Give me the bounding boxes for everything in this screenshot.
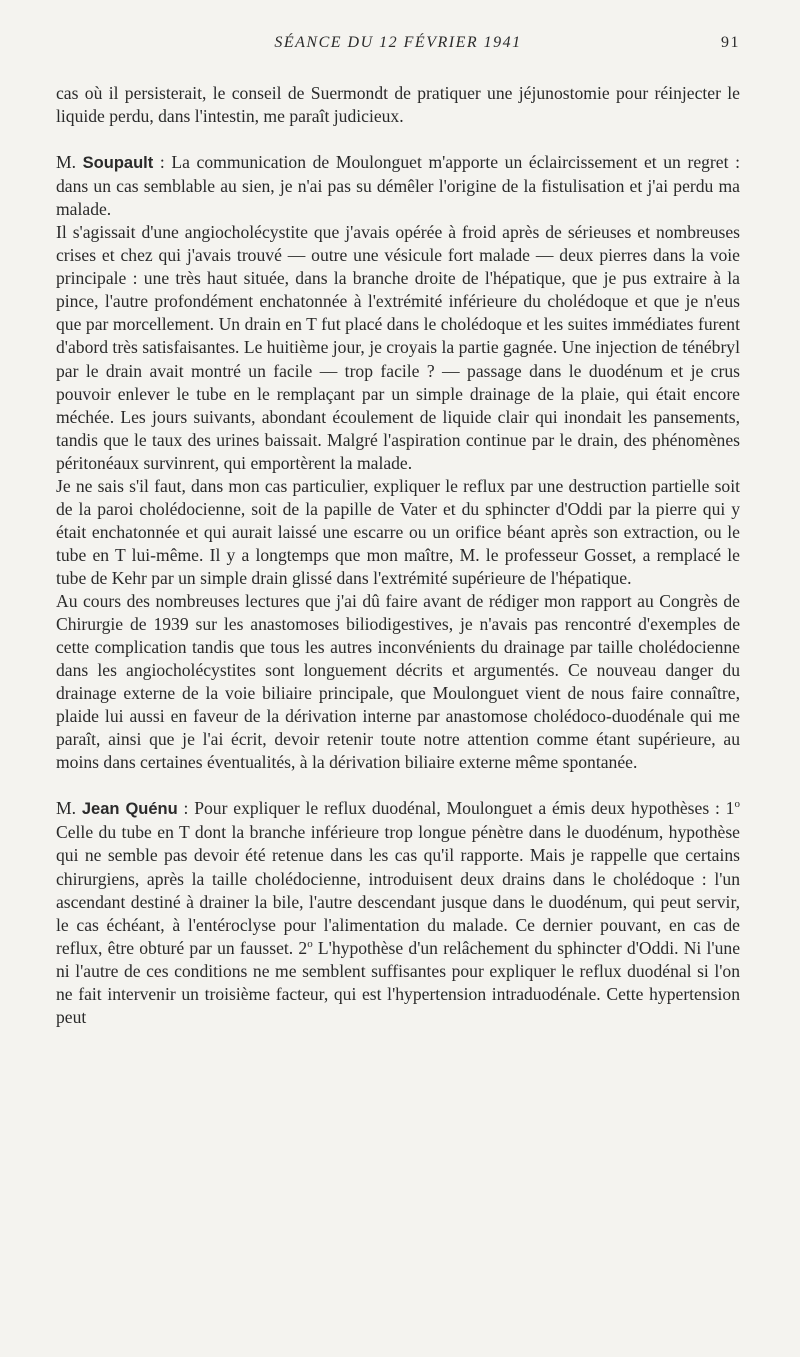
- document-page: [56, 34, 740, 1029]
- paragraph-continuation: cas où il persisterait, le conseil de Suermondt de pratiquer une jéjunostomie pour réinjecter le liquide perdu, dans l'intestin, me paraît judicieux.: [56, 83, 740, 127]
- ordinal-superscript: o: [734, 798, 740, 811]
- header-title: SÉANCE DU 12 FÉVRIER 1941: [274, 34, 522, 51]
- paragraph-text-part-1: : Pour expliquer le reflux duodénal, Moulonguet a émis deux hypothèses : 1: [177, 798, 735, 819]
- speaker-prefix: M.: [56, 152, 83, 173]
- paragraph-case-description: Il s'agissait d'une angiocholécystite que j'avais opérée à froid après de sérieuses et nombreuses crises et chez qui j'avais trouvé — outre une vésicule fort malade — deux pierres dans la voie principale : une très haut située, dans la branche droite de l'hépatique, que je pus extraire à la pince, l'autre profondément enchatonnée à l'extrémité inférieure du cholédoque et que je n'eus que par morcellement. Un drain en T fut placé dans le cholédoque et les suites immédiates furent d'abord très satisfaisantes. Le huitième jour, je croyais la partie gagnée. Une injection de ténébryl par le drain avait montré un facile — trop facile ? — passage dans le duodénum et je crus pouvoir enlever le tube en le remplaçant par un simple drainage de la plaie, qui était encore méchée. Les jours suivants, abondant écoulement de liquide clair qui inondait les pansements, tandis que le taux des urines baissait. Malgré l'aspiration continue par le drain, des phénomènes péritonéaux survinrent, qui emportèrent la malade.: [56, 222, 740, 473]
- speaker-name: Soupault: [82, 154, 154, 173]
- speaker-prefix: M.: [56, 798, 82, 819]
- speaker-name: Jean Quénu: [81, 800, 178, 819]
- page-number: 91: [721, 34, 740, 51]
- body-text: [56, 82, 740, 1029]
- paragraph-quenu: [56, 797, 740, 1028]
- paragraph-text-part-2: Celle du tube en T dont la branche inférieure trop longue pénètre dans le duodénum, hypothèse qui ne semble pas devoir été retenue dans les cas qu'il rapporte. Mais je rappelle que certains chirurgiens, après la taille cholédocienne, introduisent deux drains dans le cholédoque : l'un ascendant destiné à drainer la bile, l'autre descendant jusque dans le duodénum, qui peut servir, le cas échéant, à l'entéroclyse pour l'alimentation du malade. Ce dernier pouvant, en cas de reflux, être obturé par un fausset. 2: [56, 822, 740, 958]
- paragraph-text-part-3: L'hypothèse d'un relâchement du sphincter d'Oddi. Ni l'une ni l'autre de ces conditions ne me semblent suffisantes pour expliquer le reflux duodénal si l'on ne fait intervenir un troisième facteur, qui est l'hypertension intraduodénale. Cette hypertension peut: [56, 937, 740, 1027]
- running-header: [56, 34, 740, 62]
- paragraph-literature-review: Au cours des nombreuses lectures que j'ai dû faire avant de rédiger mon rapport au Congrès de Chirurgie de 1939 sur les anastomoses biliodigestives, je n'avais pas rencontré d'exemples de cette complication tandis que tous les autres inconvénients du drainage par taille cholédocienne dans les angiocholécystites sont longuement décrits et argumentés. Ce nouveau danger du drainage externe de la voie biliaire principale, que Moulonguet vient de nous faire connaître, plaide lui aussi en faveur de la dérivation interne par anastomose cholédoco-duodénale qui me paraît, ainsi que je l'ai écrit, devoir retenir toute notre attention comme étant supérieure, au moins dans certaines éventualités, à la dérivation biliaire externe même spontanée.: [56, 590, 740, 773]
- paragraph-soupault-intro: [56, 151, 740, 221]
- ordinal-superscript: o: [307, 937, 313, 950]
- paragraph-reflux-explanation: Je ne sais s'il faut, dans mon cas particulier, expliquer le reflux par une destruction partielle soit de la paroi cholédocienne, soit de la papille de Vater et du sphincter d'Oddi par la pierre qui y était enchatonnée et qui aurait laissé une escarre ou un orifice béant après son extraction, ou le tube en T lui-même. Il y a longtemps que mon maître, M. le professeur Gosset, a remplacé le tube de Kehr par un simple drain glissé dans l'extrémité supérieure de l'hépatique.: [56, 475, 740, 588]
- paragraph-text: : La communication de Moulonguet m'apporte un éclaircissement et un regret : dans un cas semblable au sien, je n'ai pas su démêler l'origine de la fistulisation et j'ai perdu ma malade.: [56, 152, 740, 220]
